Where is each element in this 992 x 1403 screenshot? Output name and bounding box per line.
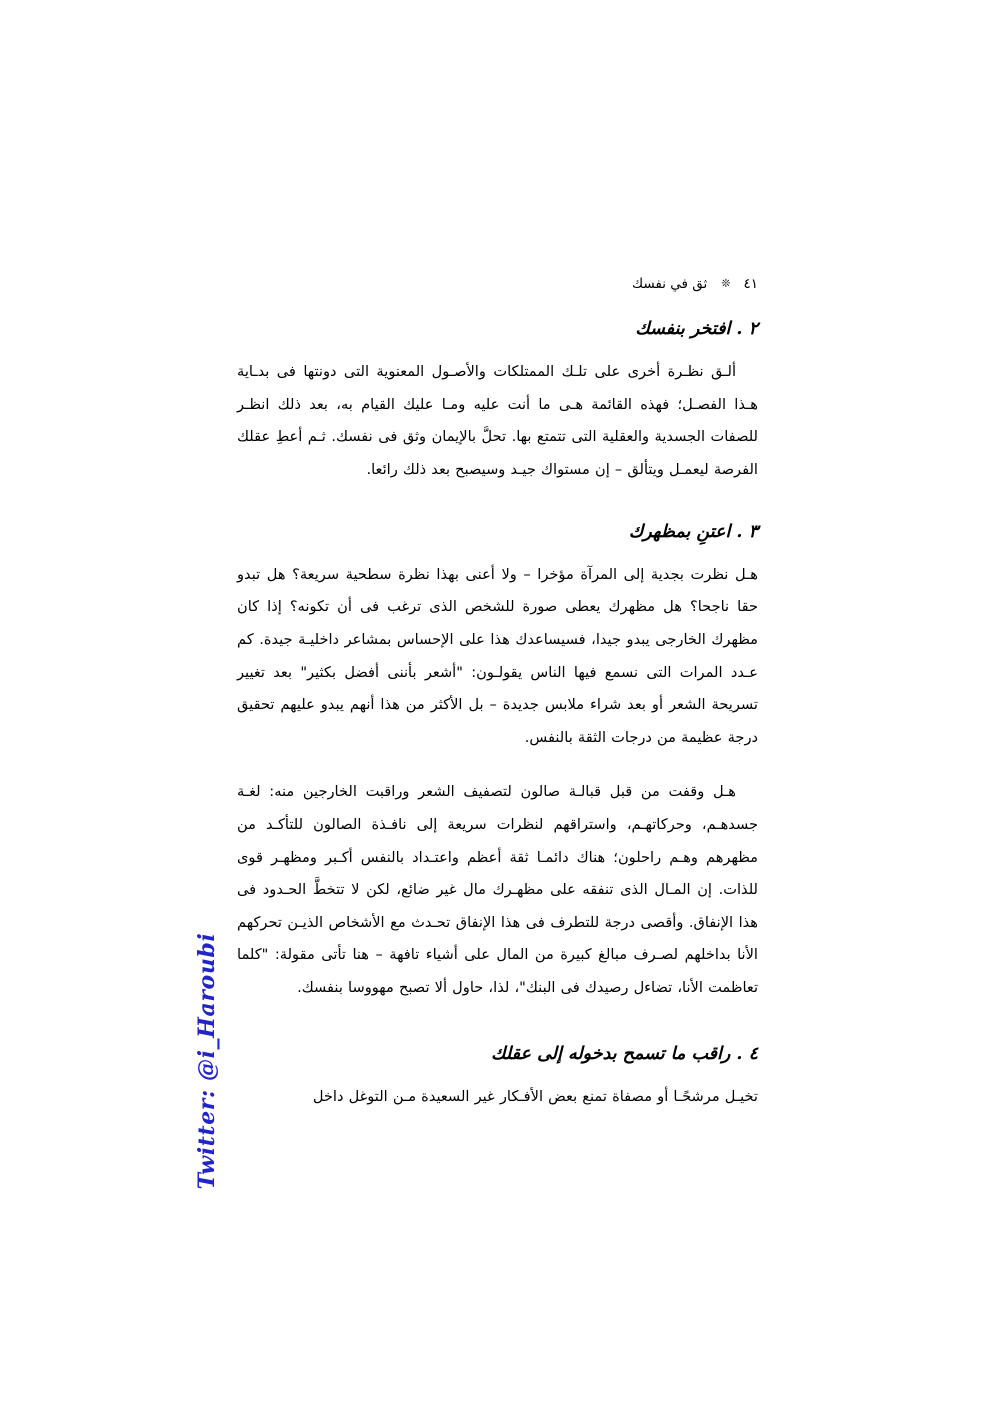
paragraph: تخيـل مرشحًـا أو مصفاة تمنع بعض الأفـكار غير السعيدة مـن التوغل داخل — [312, 1087, 758, 1105]
section-heading-3: ٣ . اعتنِ بمظهرك — [628, 521, 758, 542]
page-number: ٤١ — [743, 276, 758, 292]
section-heading-4: ٤ . راقب ما تسمح بدخوله إلى عقلك — [491, 1043, 758, 1064]
paragraph: ألـق نظـرة أخرى على تلـك الممتلكات والأصـول المعنوية التى دونتها فى بدـاية هـذا الفصـل؛ فهذه القائمة هـى ما أنت عليه ومـا عليك القيام به، بعد ذلك انظـر للصفات الجسدية والعقلية التى تتمتع بها. تحلَّ بالإيمان وثق فى نفسك. ثـم أعطِ عقلك الفرصة ليعمـل ويتألق – إن مستواك جيـد وسيصبح بعد ذلك رائعا. — [237, 363, 758, 479]
section-heading-2: ٢ . افتخر بنفسك — [635, 319, 758, 339]
ornament-icon: ❊ — [721, 276, 730, 290]
paragraph: هـل وقفت من قبل قبالـة صالون لتصفيف الشعر وراقبت الخارجين منه: لغـة جسدهـم، وحركاتهـم، واستراقهم لنظرات سريعة إلى نافـذة الصالون للتأكـد من مظهرهم وهـم راحلون؛ هناك دائمـا ثقة أعظم واعتـداد بالنفس أكـبر ومظهـر قوى للذات. إن المـال الذى تنفقه على مظهـرك مال غير ضائع، لكن لا تتخطَّ الحـدود فى هذا الإنفاق. وأقصى درجة للتطرف فى هذا الإنفاق تحـدث مع الأشخاص الذيـن تحركهم الأنا بداخلهم لصـرف مبالغ كبيرة من المال على أشياء تافهة – هنا تأتى مقولة: "كلما تعاظمت الأنا، تضاءل رصيدك فى البنك"، لذا، حاول ألا تصبح مهووسا بنفسك. — [237, 783, 758, 996]
running-header — [238, 272, 758, 296]
book-title: ثق في نفسك — [631, 276, 708, 292]
text-column — [237, 310, 758, 1113]
watermark-text: Twitter: @i_Haroubi — [194, 932, 220, 1190]
paragraph: هـل نظرت بجدية إلى المرآة مؤخرا – ولا أعنى بهذا نظرة سطحية سريعة؟ هل تبدو حقا ناجحا؟ هل مظهرك يعطى صورة للشخص الذى ترغب فى أن تكونه؟ إذا كان مظهرك الخارجى يبدو جيدا، فسيساعدك هذا على الإحساس بمشاعر داخليـة جيدة. كم عـدد المرات التى نسمع فيها الناس يقولـون: "أشعر بأننى أفضل بكثير" بعد تغيير تسريحة الشعر أو بعد شراء ملابس جديدة – بل الأكثر من هذا أنهم يبدو عليهم تحقيق درجة عظيمة من درجات الثقة بالنفس. — [237, 565, 758, 746]
watermark — [186, 932, 228, 1190]
